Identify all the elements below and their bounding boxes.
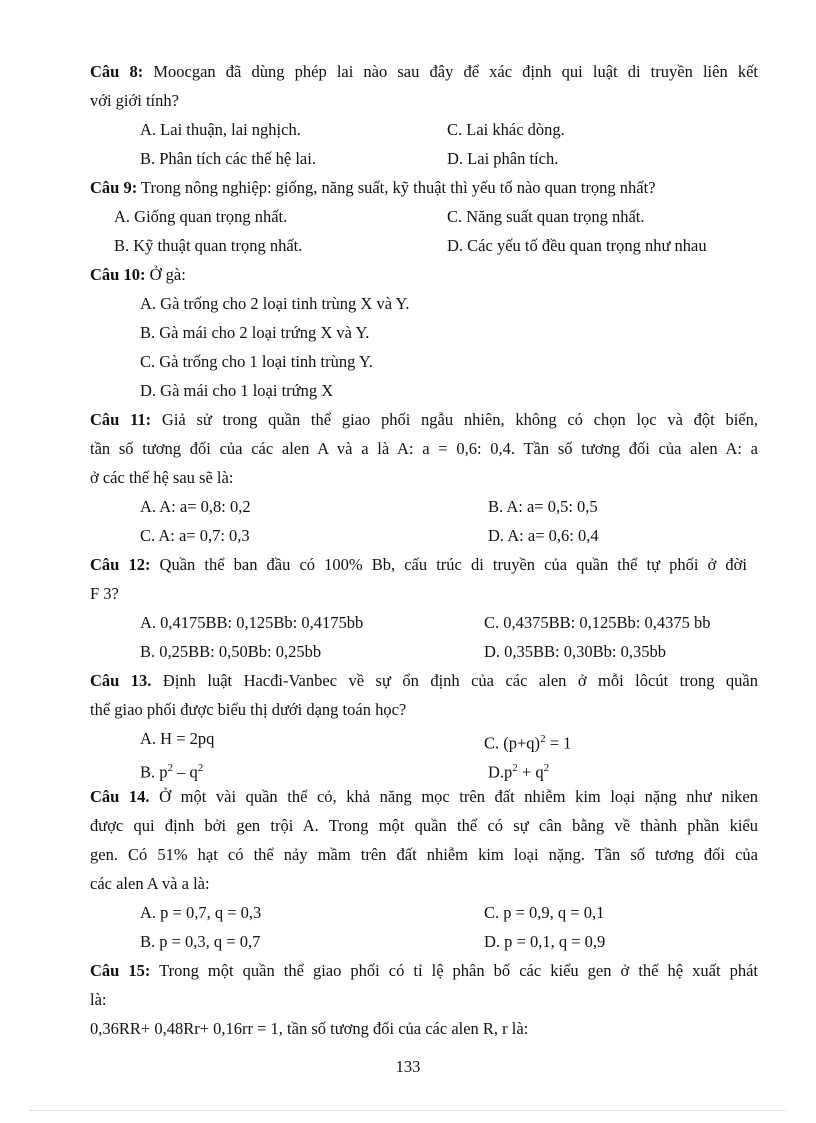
question-8-option-c: C. Lai khác dòng. [447,120,565,139]
option-c-exponent: 2 [540,733,546,745]
question-9-option-a: A. Giống quan trọng nhất. [114,207,288,226]
question-15-text: Trong một quần thể giao phối có tỉ lệ phân bố các kiểu gen ở thế hệ xuất phát [150,961,758,980]
question-14-text: Ở một vài quần thể cỏ, khả năng mọc trên đất nhiễm kim loại nặng như niken [149,787,758,806]
question-8-line-1 [90,62,758,82]
question-13-line-1 [90,671,758,691]
question-8-line-2: với giới tính? [90,91,179,110]
question-10-option-a: A. Gà trống cho 2 loại tinh trùng X và Y. [140,294,410,313]
option-b-exponent-1: 2 [167,762,174,774]
option-b-exponent-2: 2 [197,762,204,774]
question-10-label: Câu 10: [90,265,146,284]
question-10-option-b: B. Gà mái cho 2 loại trứng X và Y. [140,323,370,342]
question-12-label: Câu 12: [90,555,151,574]
question-14-option-a: A. p = 0,7, q = 0,3 [140,903,262,922]
question-12-option-a: A. 0,4175BB: 0,125Bb: 0,4175bb [140,613,364,632]
footer-divider [30,1110,786,1111]
question-9-text: Trong nông nghiệp: giống, năng suất, kỹ thuật thì yếu tố nào quan trọng nhất? [137,178,656,197]
question-9-option-c: C. Năng suất quan trọng nhất. [447,207,645,226]
option-d-base: D.p [488,762,513,782]
question-11-option-b: B. A: a= 0,5: 0,5 [488,497,598,516]
question-11-line-1 [90,410,758,430]
question-12-option-b: B. 0,25BB: 0,50Bb: 0,25bb [140,642,322,661]
question-8-option-d: D. Lai phân tích. [447,149,559,168]
question-15-line-1 [90,961,758,981]
question-14-line-3: gen. Có 51% hạt có thể nảy mầm trên đất nhiễm kim loại nặng. Tần số tương đối của [90,845,758,864]
question-12-line-1 [90,555,747,575]
question-12-text: Quần thể ban đầu có 100% Bb, cấu trúc di truyền của quần thể tự phối ở đời [150,555,747,574]
option-d-middle: + q [517,762,544,782]
question-12-line-2: F 3? [90,584,119,603]
question-15-line-3: 0,36RR+ 0,48Rr+ 0,16rr = 1, tần số tương đối của các alen R, r là: [90,1019,529,1038]
question-14-option-d: D. p = 0,1, q = 0,9 [484,932,606,951]
question-15-label: Câu 15: [90,961,151,980]
question-13-option-d [488,758,549,783]
question-14-line-1 [90,787,758,807]
question-11-option-d: D. A: a= 0,6: 0,4 [488,526,599,545]
question-10-option-c: C. Gà trống cho 1 loại tinh trùng Y. [140,352,373,371]
question-12-option-c: C. 0,4375BB: 0,125Bb: 0,4375 bb [484,613,711,632]
question-14-line-2: được qui định bởi gen trội A. Trong một quần thể có sự cân bằng về thành phần kiểu [90,816,758,835]
question-11-option-c: C. A: a= 0,7: 0,3 [140,526,250,545]
question-14-label: Câu 14. [90,787,150,806]
question-9-option-b: B. Kỹ thuật quan trọng nhất. [114,236,303,255]
question-11-text: Giả sử trong quần thể giao phối ngẫu nhiên, không có chọn lọc và đột biến, [151,410,758,429]
option-d-exponent-1: 2 [512,762,518,774]
question-13-line-2: thể giao phối được biểu thị dưới dạng toán học? [90,700,407,719]
page-number: 133 [395,1057,421,1076]
question-13-option-c [484,729,571,754]
question-9-label: Câu 9: [90,178,138,197]
option-d-exponent-2: 2 [543,762,550,774]
option-b-middle: – q [173,762,198,782]
question-8-label: Câu 8: [90,62,144,81]
question-9-option-d: D. Các yếu tố đều quan trọng như nhau [447,236,707,255]
question-14-line-4: các alen A và a là: [90,874,210,893]
question-11-line-2: tần số tương đối của các alen A và a là A: a = 0,6: 0,4. Tần số tương đối của alen A: a [90,439,758,458]
question-15-line-2: là: [90,990,107,1009]
question-13-option-b [140,758,203,783]
question-13-option-a: A. H = 2pq [140,729,215,748]
question-10-option-d: D. Gà mái cho 1 loại trứng X [140,381,334,400]
question-14-option-c: C. p = 0,9, q = 0,1 [484,903,605,922]
question-11-option-a: A. A: a= 0,8: 0,2 [140,497,251,516]
question-8-option-b: B. Phân tích các thế hệ lai. [140,149,316,168]
question-14-option-b: B. p = 0,3, q = 0,7 [140,932,261,951]
option-c-base: C. (p+q) [484,733,541,753]
question-9-line-1 [90,178,656,198]
option-c-tail: = 1 [545,733,572,753]
question-12-option-d: D. 0,35BB: 0,30Bb: 0,35bb [484,642,666,661]
question-8-text: Moocgan đã dùng phép lai nào sau đây để xác định qui luật di truyền liên kết [143,62,758,81]
option-b-base: B. p [140,762,168,782]
question-11-label: Câu 11: [90,410,152,429]
question-13-text: Định luật Hacđi-Vanbec về sự ổn định của các alen ở mỗi lôcút trong quần [151,671,758,690]
question-10-line-1 [90,265,186,285]
question-11-line-3: ở các thế hệ sau sẽ là: [90,468,234,487]
question-10-text: Ở gà: [145,265,186,284]
question-13-label: Câu 13. [90,671,152,690]
question-8-option-a: A. Lai thuận, lai nghịch. [140,120,301,139]
